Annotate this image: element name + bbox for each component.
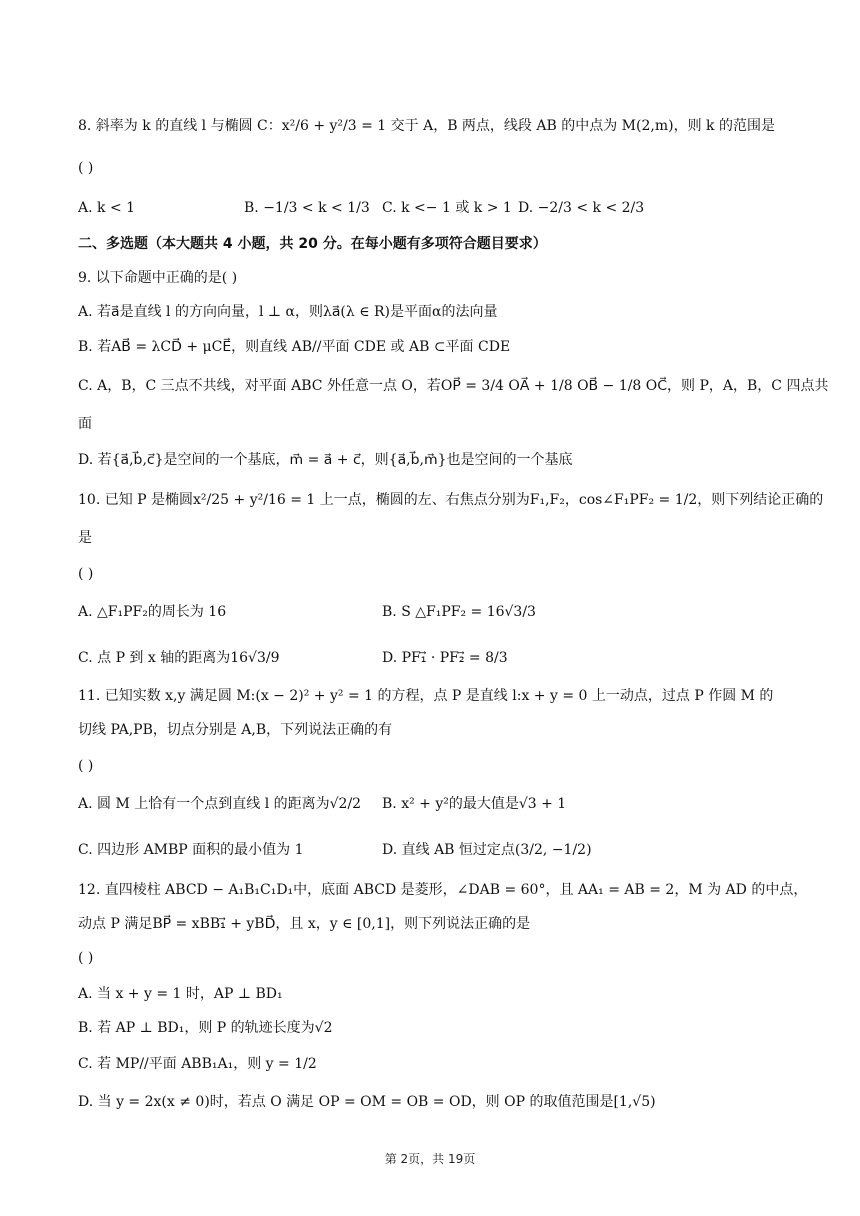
- section-heading: 二、多选题（本大题共 4 小题，共 20 分。在每小题有多项符合题目要求）: [78, 236, 547, 252]
- q8-paren: ( ): [78, 160, 94, 176]
- q9-option-c-cont: 面: [78, 416, 92, 432]
- q11-option-d: D. 直线 AB 恒过定点(3/2, −1/2): [382, 842, 592, 858]
- q8-option-a: A. k < 1: [78, 200, 136, 216]
- q8-option-d: D. −2/3 < k < 2/3: [518, 200, 645, 216]
- q11-option-b: B. x² + y²的最大值是√3 + 1: [382, 796, 567, 812]
- q10-option-d: D. PF₁⃗ · PF₂⃗ = 8/3: [382, 650, 508, 666]
- q10-paren: ( ): [78, 566, 94, 582]
- q12-option-a: A. 当 x + y = 1 时，AP ⊥ BD₁: [78, 986, 283, 1002]
- q10-option-c: C. 点 P 到 x 轴的距离为16√3/9: [78, 650, 280, 666]
- q9-option-c: C. A，B，C 三点不共线，对平面 ABC 外任意一点 O，若OP⃗ = 3/4 OA⃗ + 1/8 OB⃗ − 1/8 OC⃗，则 P，A，B，C 四点共: [78, 378, 829, 394]
- q8-option-b: B. −1/3 < k < 1/3: [244, 200, 370, 216]
- q10-stem-cont: 是: [78, 530, 92, 546]
- q12-option-c: C. 若 MP//平面 ABB₁A₁，则 y = 1/2: [78, 1056, 317, 1072]
- q12-option-d: D. 当 y = 2x(x ≠ 0)时，若点 O 满足 OP = OM = OB = OD，则 OP 的取值范围是[1,√5): [78, 1094, 656, 1110]
- q12-option-b: B. 若 AP ⊥ BD₁，则 P 的轨迹长度为√2: [78, 1020, 333, 1036]
- q12-stem-cont: 动点 P 满足BP⃗ = xBB₁⃗ + yBD⃗，且 x，y ∈ [0,1]，则下列说法正确的是: [78, 916, 531, 932]
- q10-option-b: B. S △F₁PF₂ = 16√3/3: [382, 604, 536, 620]
- q10-stem: 10. 已知 P 是椭圆x²/25 + y²/16 = 1 上一点，椭圆的左、右焦点分别为F₁,F₂，cos∠F₁PF₂ = 1/2，则下列结论正确的: [78, 492, 824, 508]
- q12-paren: ( ): [78, 950, 94, 966]
- q9-option-b: B. 若AB⃗ = λCD⃗ + μCE⃗，则直线 AB//平面 CDE 或 AB ⊂平面 CDE: [78, 339, 511, 355]
- q11-stem-cont: 切线 PA,PB，切点分别是 A,B，下列说法正确的有: [78, 722, 393, 738]
- q9-option-a: A. 若a⃗是直线 l 的方向向量，l ⊥ α，则λa⃗(λ ∈ R)是平面α的法向量: [78, 304, 498, 320]
- q12-stem: 12. 直四棱柱 ABCD − A₁B₁C₁D₁中，底面 ABCD 是菱形，∠DAB = 60°，且 AA₁ = AB = 2，M 为 AD 的中点，: [78, 882, 808, 898]
- q11-option-c: C. 四边形 AMBP 面积的最小值为 1: [78, 842, 304, 858]
- q11-paren: ( ): [78, 758, 94, 774]
- page-footer: 第 2页，共 19页: [384, 1152, 476, 1166]
- q8-option-c: C. k <− 1 或 k > 1: [382, 200, 512, 216]
- q11-option-a: A. 圆 M 上恰有一个点到直线 l 的距离为√2/2: [78, 796, 362, 812]
- q9-option-d: D. 若{a⃗,b⃗,c⃗}是空间的一个基底，m⃗ = a⃗ + c⃗，则{a⃗,b⃗,m⃗}也是空间的一个基底: [78, 452, 573, 468]
- q8-stem: 8. 斜率为 k 的直线 l 与椭圆 C：x²/6 + y²/3 = 1 交于 A，B 两点，线段 AB 的中点为 M(2,m)，则 k 的范围是: [78, 118, 775, 134]
- q9-stem: 9. 以下命题中正确的是( ): [78, 270, 238, 286]
- q11-stem: 11. 已知实数 x,y 满足圆 M:(x − 2)² + y² = 1 的方程，点 P 是直线 l:x + y = 0 上一动点，过点 P 作圆 M 的: [78, 688, 774, 704]
- q10-option-a: A. △F₁PF₂的周长为 16: [78, 604, 227, 620]
